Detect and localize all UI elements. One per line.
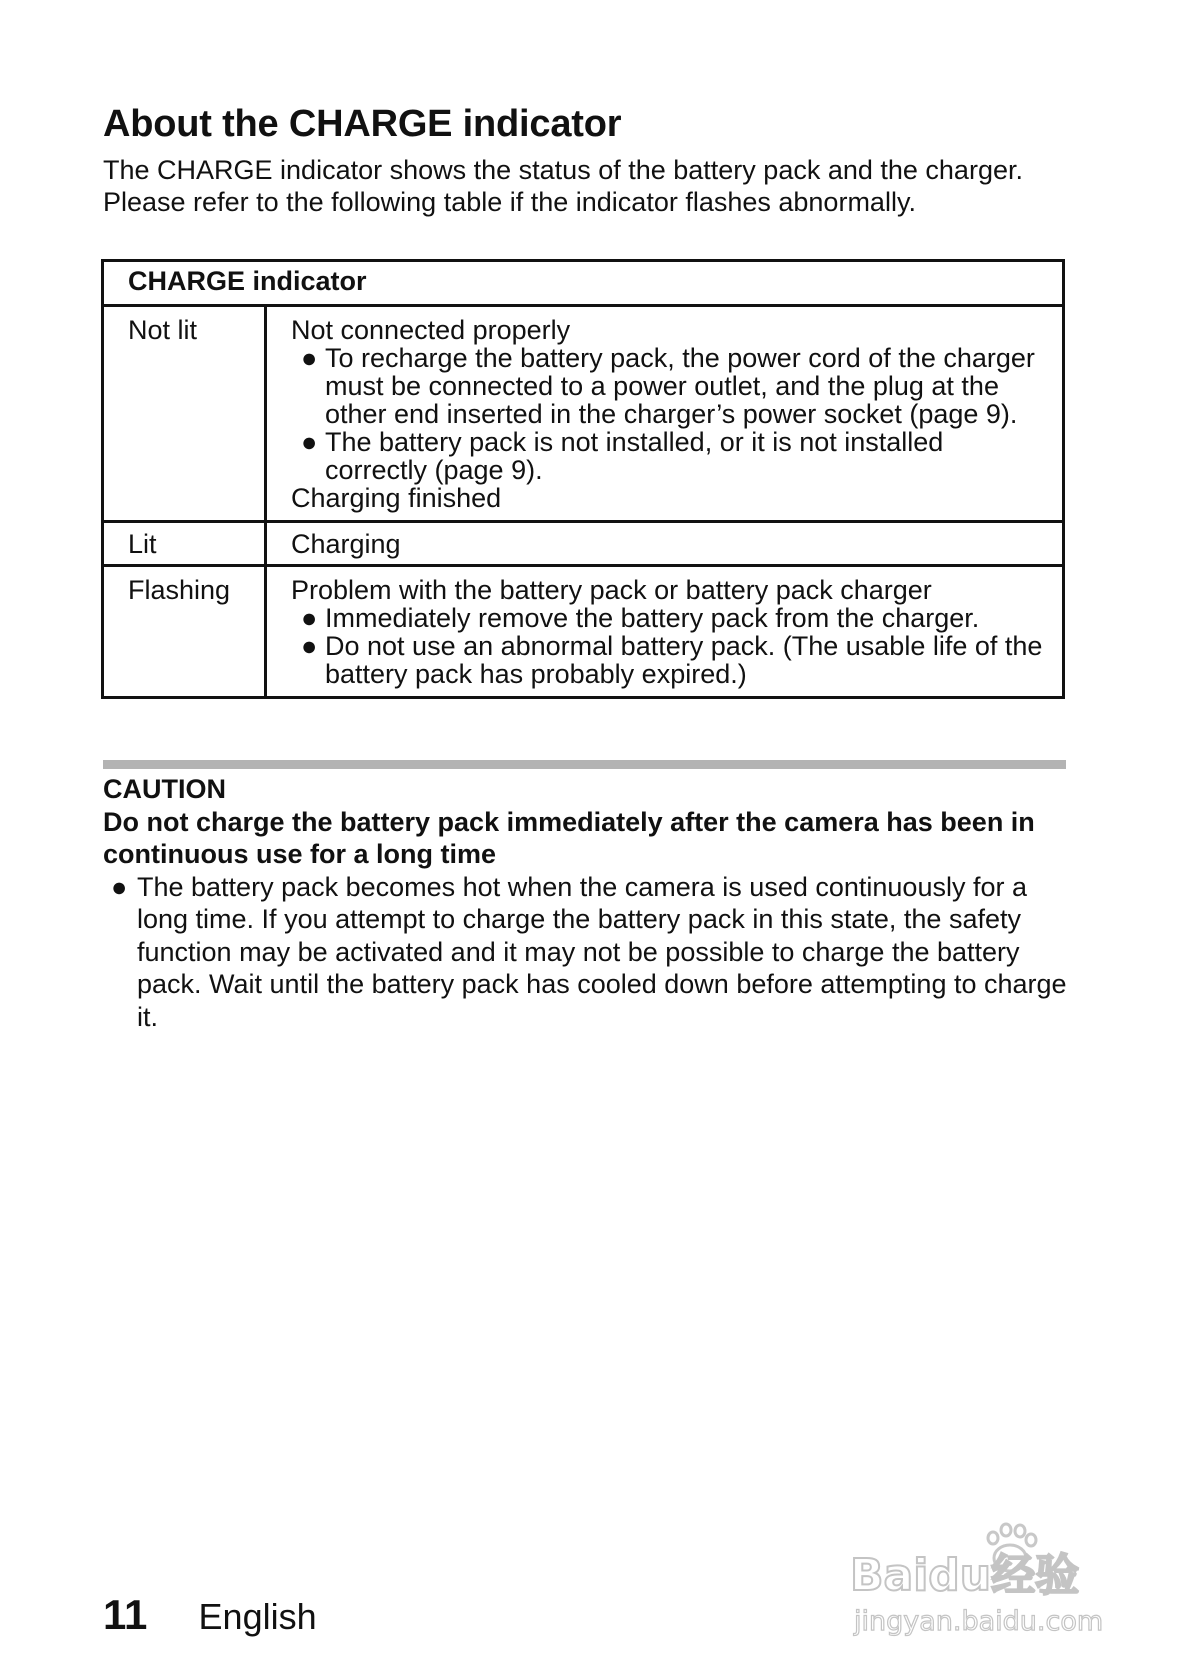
state-cell: Not lit: [103, 306, 266, 522]
bullet-text: Immediately remove the battery pack from the charger.: [325, 603, 980, 633]
table-row: [103, 306, 1064, 522]
table-row: [103, 566, 1064, 698]
description-cell: [266, 566, 1064, 698]
list-item: [291, 632, 1052, 688]
bullet-icon: ●: [301, 603, 318, 633]
page-language: English: [198, 1596, 317, 1637]
list-item: [291, 344, 1052, 428]
state-cell: Flashing: [103, 566, 266, 698]
intro-text: [103, 154, 1103, 218]
bullet-icon: ●: [111, 871, 128, 902]
description-lead: Charging: [291, 529, 401, 559]
caution-heading: Do not charge the battery pack immediately after the camera has been in continuous use for a long time: [103, 806, 1035, 869]
bullet-icon: ●: [301, 427, 318, 457]
description-bullets: [291, 344, 1052, 484]
bullet-text: The battery pack is not installed, or it is not installed correctly (page 9).: [325, 427, 944, 485]
baidu-watermark-logo: [850, 1520, 1140, 1640]
charge-indicator-table: [101, 259, 1065, 699]
page-footer: [103, 1591, 317, 1638]
bullet-text: The battery pack becomes hot when the camera is used continuously for a long time. If you attempt to charge the battery pack in this state, the safety function may be activated and it may not be possible to charge the battery pack. Wait until the battery pack has cooled down before attempting to charge it.: [137, 871, 1067, 1032]
bullet-icon: ●: [301, 343, 318, 373]
bullet-text: Do not use an abnormal battery pack. (The usable life of the battery pack has probably expired.): [325, 631, 1043, 689]
description-lead: Not connected properly: [291, 315, 571, 345]
caution-label: CAUTION: [103, 774, 226, 804]
caution-divider: [103, 760, 1066, 769]
caution-section: [103, 773, 1073, 1033]
watermark-brand: Baidu经验: [850, 1550, 1080, 1601]
description-lead: Problem with the battery pack or battery pack charger: [291, 575, 932, 605]
table-row: [103, 522, 1064, 566]
list-item: [103, 871, 1073, 1034]
page-title: About the CHARGE indicator: [103, 103, 622, 145]
intro-line: Please refer to the following table if the indicator flashes abnormally.: [103, 187, 916, 217]
intro-line: The CHARGE indicator shows the status of the battery pack and the charger.: [103, 155, 1023, 185]
table-header-row: [103, 261, 1064, 306]
state-cell: Lit: [103, 522, 266, 566]
description-trail: Charging finished: [291, 483, 502, 513]
watermark-url: jingyan.baidu.com: [854, 1606, 1104, 1637]
caution-bullets: [103, 871, 1073, 1034]
list-item: [291, 428, 1052, 484]
bullet-icon: ●: [301, 631, 318, 661]
description-bullets: [291, 604, 1052, 688]
description-cell: [266, 306, 1064, 522]
list-item: [291, 604, 1052, 632]
page-number: 11: [103, 1591, 148, 1638]
table-header: CHARGE indicator: [103, 261, 1064, 306]
description-cell: [266, 522, 1064, 566]
bullet-text: To recharge the battery pack, the power cord of the charger must be connected to a power outlet, and the plug at the other end inserted in the charger’s power socket (page 9).: [325, 343, 1035, 429]
